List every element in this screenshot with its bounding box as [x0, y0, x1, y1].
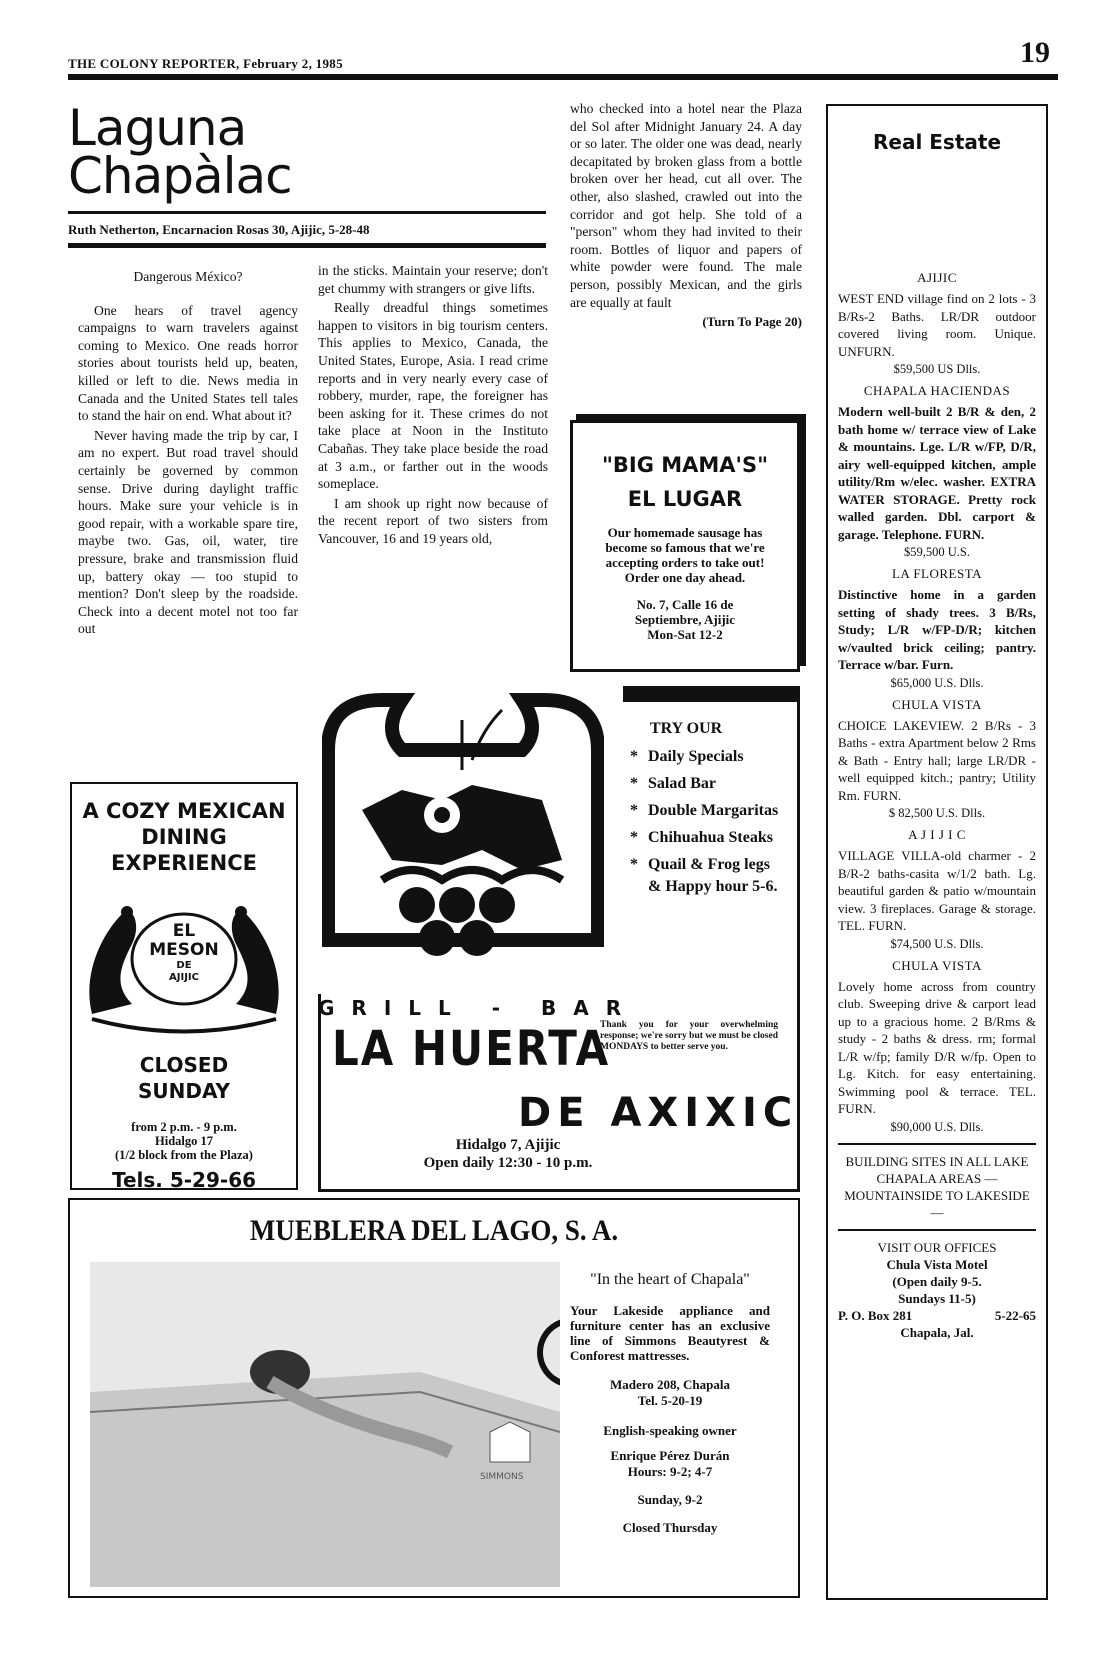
ad-phone: Tels. 5-29-66 — [111, 1168, 257, 1192]
menu-item: * Salad Bar — [630, 773, 785, 795]
el-meson-logo-text: MESON — [149, 940, 219, 960]
byline-rule — [68, 243, 546, 248]
article-paragraph: who checked into a hotel near the Plaza del Sol after Midnight January 24. A day or so later. The older one was dead, nearly decapitated by broken glass from a bottle broken over her head, cut all over. The other, also slashed, crawled out into the corridor and got help. She told of a "person" whom they had invited to their room. Bottles of liquor and papers of white powder were found. The male person, possibly Mexican, and the girls are equally at fault — [570, 101, 802, 310]
article-paragraph: in the sticks. Maintain your reserve; don't get chummy with strangers or give lifts. — [318, 263, 548, 296]
column-logo-line1: Laguna — [68, 99, 247, 157]
listing-price: $59,500 U.S. — [904, 545, 970, 559]
article-column-3 — [570, 100, 802, 331]
column-logo-line2: Chapàlac — [68, 147, 292, 205]
ad-subtitle: EL LUGAR — [627, 487, 743, 511]
mattress-icon — [90, 1262, 560, 1587]
listing — [838, 827, 1036, 952]
article-paragraph: Never having made the trip by car, I am no expert. But road travel should certainly be governed by common sense. Drive during daylight traffic hours. Make sure your vehicle is in good repair, with a workable spare tire, maybe two. Gas, oil, water, tire pressure, brake and transmission fluid up, battery okay — too stupid to mention? Don't sleep by the roadside. Check into a decent motel not too far out — [78, 427, 298, 637]
listing-text: Modern well-built 2 B/R & den, 2 bath home w/ terrace view of Lake & mountains. Lge. L/R w/FP, D/R, airy well-equipped kitchen, ample utility/Rm w/elec. washer. EXTRA WATER STORAGE. Pretty rock walled garden. Dbl. carport & garage. Telephone. FURN. — [838, 404, 1036, 542]
ad-la-huerta — [318, 684, 800, 1192]
ad-hours: Mon-Sat 12-2 — [647, 627, 723, 642]
menu-item: * Quail & Frog legs & Happy hour 5-6. — [630, 854, 785, 898]
ad-corner-bar — [623, 686, 800, 702]
ad-hours: Open daily 12:30 - 10 p.m. — [423, 1155, 593, 1171]
listing-price: $90,000 U.S. Dlls. — [890, 1119, 984, 1134]
byline: Ruth Netherton, Encarnacion Rosas 30, Ajijic, 5-28-48 — [68, 222, 370, 237]
try-our-label: TRY OUR — [650, 720, 723, 737]
grill-bar-label: GRILL - BAR — [318, 996, 639, 1020]
building-sites: BUILDING SITES IN ALL LAKE CHAPALA AREAS — MOUNTAINSIDE TO LAKESIDE — — [844, 1153, 1030, 1220]
mueblera-info — [570, 1270, 770, 1536]
page-number: 19 — [1020, 36, 1050, 69]
mattress-brand: SIMMONS — [480, 1472, 524, 1482]
office-contact — [838, 1307, 1036, 1324]
la-huerta-menu — [630, 720, 785, 903]
ad-english: English-speaking owner — [603, 1423, 737, 1438]
la-huerta-logo-icon — [322, 690, 604, 978]
ad-body: Our homemade sausage has become so famous that we're accepting orders to take out! Order one day ahead. — [605, 525, 765, 585]
listing-heading: CHULA VISTA — [892, 696, 982, 712]
ad-address: No. 7, Calle 16 de Septiembre, Ajijic — [634, 597, 736, 627]
menu-item: * Double Margaritas — [630, 800, 785, 822]
visit-offices: VISIT OUR OFFICES — [877, 1239, 997, 1255]
ad-closed: Closed Thursday — [622, 1520, 718, 1535]
listing-price: $59,500 US Dlls. — [893, 362, 981, 376]
article-paragraph: Really dreadful things sometimes happen to visitors in big tourism centers. This applies to Mexico, Canada, the United States, Europe, Asia. I read crime reports and in very nearly every case of robbery, murder, rape, the foreigner has been asking for it. These crimes do not take place at Noon in the Instituto Cabañas. They take place beside the road at 3 a.m., or farther out in the woods someplace. — [318, 300, 548, 492]
listing-heading: AJIJIC — [917, 270, 957, 285]
masthead: THE COLONY REPORTER, February 2, 1985 — [68, 56, 343, 71]
continued-note: (Turn To Page 20) — [702, 314, 802, 330]
real-estate-title: Real Estate — [872, 130, 1002, 154]
ad-mueblera — [68, 1198, 800, 1598]
ad-tagline: "In the heart of Chapala" — [590, 1271, 750, 1288]
listing — [838, 383, 1036, 560]
ad-closed: CLOSED SUNDAY — [137, 1053, 231, 1103]
article-paragraph: One hears of travel agency campaigns to warn travelers against coming to Mexico. One reads horror stories about tourists held up, beaten, killed or left to die. News media in Canada and the United States tell tales to stand the hair on end. What about it? — [78, 302, 298, 424]
ad-address: Hidalgo 17 — [155, 1134, 213, 1148]
ad-owner: Enrique Pérez Durán — [610, 1448, 730, 1463]
ad-address: Madero 208, Chapala — [609, 1377, 730, 1392]
ad-address: Hidalgo 7, Ajijic — [455, 1137, 561, 1153]
menu-item: * Chihuahua Steaks — [630, 827, 785, 849]
office-sundays: Sundays 11-5) — [898, 1290, 976, 1306]
ad-title: "BIG MAMA'S" — [601, 453, 769, 477]
office-info — [838, 1239, 1036, 1341]
menu-item: * Daily Specials — [630, 746, 785, 768]
office-hours: (Open daily 9-5. — [892, 1273, 982, 1289]
el-meson-logo-text: EL — [172, 921, 196, 941]
divider — [838, 1229, 1036, 1231]
listing-heading: CHULA VISTA — [892, 957, 982, 973]
office-city: Chapala, Jal. — [900, 1324, 974, 1340]
ad-border — [318, 1189, 800, 1192]
ad-location: (1/2 block from the Plaza) — [115, 1148, 253, 1162]
column-logo — [68, 99, 292, 205]
listing-price: $74,500 U.S. Dlls. — [890, 936, 984, 951]
byline-rule — [68, 211, 546, 214]
listing-text: CHOICE LAKEVIEW. 2 B/Rs - 3 Baths - extra Apartment below 2 Rms & Bath - Entry hall; large LR/DR - well equipped kitch.; pantry; Utility Rm. FURN. — [838, 717, 1036, 803]
el-meson-logo-text: DE — [176, 960, 192, 971]
ad-hours: from 2 p.m. - 9 p.m. — [131, 1120, 237, 1134]
ad-sunday: Sunday, 9-2 — [637, 1492, 703, 1507]
ad-hours: Hours: 9-2; 4-7 — [627, 1464, 713, 1479]
real-estate-section — [826, 104, 1048, 1600]
office-name: Chula Vista Motel — [886, 1256, 988, 1272]
listing-text: Lovely home across from country club. Sweeping drive & carport lead up to a gracious home. 2 B/Rms & study - 2 baths & dress. rm; formal L/R w/fp; family D/R w/fp. Open to Lg. Kitch. for easy entertaining. Swimming pool & terrace. TEL. FURN. — [838, 978, 1036, 1116]
ad-title: MUEBLERA DEL LAGO, S. A. — [249, 1214, 619, 1247]
ad-body: Your Lakeside appliance and furniture center has an exclusive line of Simmons Beautyrest & Conforest mattresses. — [570, 1303, 770, 1363]
office-phone: 5-22-65 — [994, 1307, 1036, 1323]
ad-phone: Tel. 5-20-19 — [637, 1393, 703, 1408]
po-box: P. O. Box 281 — [838, 1307, 913, 1323]
article-column-1 — [78, 262, 298, 640]
listing-heading: CHAPALA HACIENDAS — [863, 383, 1011, 398]
el-meson-logo-text: AJIJIC — [169, 972, 199, 983]
divider — [838, 1143, 1036, 1145]
listing — [838, 697, 1036, 822]
mattress-photo — [90, 1262, 560, 1587]
el-meson-logo — [72, 884, 296, 1034]
thanks-note: Thank you for your overwhelming response; we're sorry but we must be closed MONDAYS to better serve you. — [600, 1020, 778, 1052]
listing-text: Distinctive home in a garden setting of shady trees. 3 B/Rs, Study; L/R w/FP-D/R; kitchen w/vaulted brick ceiling; pantry. Terrace w/bar. Furn. — [838, 587, 1036, 672]
listing-text: VILLAGE VILLA-old charmer - 2 B/R-2 baths-casita w/1/2 bath. Lg. beautiful garden & patio w/mountain view. 3 fireplaces. Garage & storage. TEL. FURN. — [838, 848, 1036, 933]
listing — [838, 270, 1036, 377]
listing — [838, 958, 1036, 1135]
article-title: Dangerous México? — [133, 269, 243, 284]
listing-heading: A J I J I C — [908, 827, 966, 842]
la-huerta-name: LA HUERTA — [332, 1020, 611, 1077]
listing-price: $ 82,500 U.S. Dlls. — [888, 806, 986, 820]
menu-list — [630, 746, 785, 898]
article-column-2 — [318, 262, 548, 550]
listing-price: $65,000 U.S. Dlls. — [890, 675, 984, 690]
ad-big-mamas — [570, 420, 800, 672]
article-paragraph: I am shook up right now because of the recent report of two sisters from Vancouver, 16 and 19 years old, — [318, 495, 548, 546]
ad-headline: A COZY MEXICAN DINING EXPERIENCE — [82, 799, 286, 875]
listing-text: WEST END village find on 2 lots - 3 B/Rs-2 Baths. LR/DR outdoor covered living room. Unique. UNFURN. — [838, 291, 1036, 359]
de-axixic: DE AXIXIC — [518, 1090, 799, 1136]
listing-heading: LA FLORESTA — [891, 566, 983, 581]
ad-el-meson — [70, 782, 298, 1190]
top-rule — [68, 74, 1058, 80]
listing — [838, 566, 1036, 691]
